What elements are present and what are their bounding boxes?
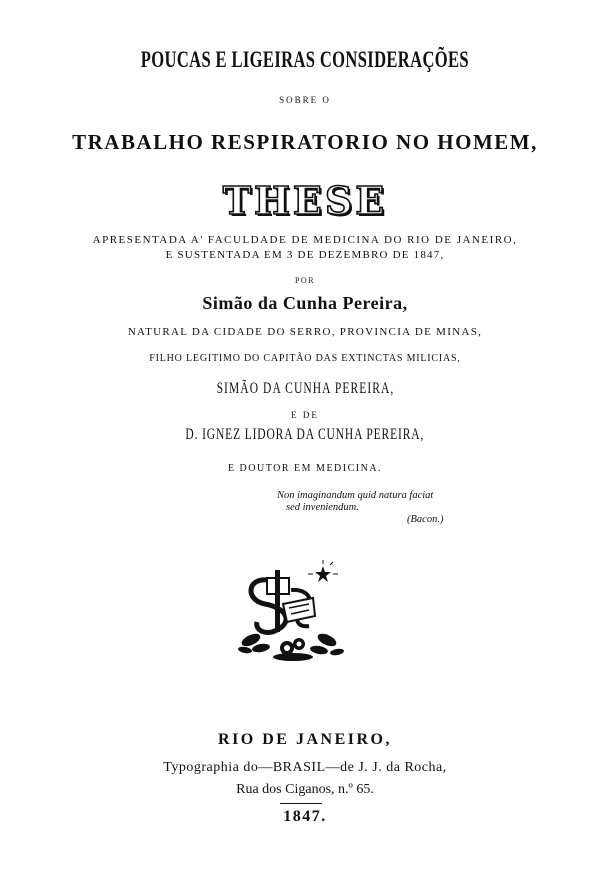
imprint-city: RIO DE JANEIRO, — [218, 731, 392, 748]
epigraph-line-1: Non imaginandum quid natura faciat — [277, 490, 434, 501]
short-rule — [280, 803, 322, 804]
e-de-line: E DE — [291, 410, 319, 420]
caduceus-vignette-icon — [237, 560, 349, 664]
imprint-address: Rua dos Ciganos, n.º 65. — [236, 782, 374, 797]
father-name-text: SIMÃO DA CUNHA PEREIRA, — [216, 380, 394, 397]
epigraph — [277, 490, 444, 525]
title-line-1-text: POUCAS E LIGEIRAS CONSIDERAÇÕES — [140, 47, 470, 72]
mother-name — [0, 426, 610, 444]
presented-line-1: APRESENTADA A' FACULDADE DE MEDICINA DO RIO DE JANEIRO, — [92, 234, 518, 246]
epigraph-attribution: (Bacon.) — [407, 514, 444, 525]
mother-name-text: D. IGNEZ LIDORA DA CUNHA PEREIRA, — [185, 426, 425, 443]
title-line-1 — [0, 47, 610, 73]
doutor-line: E DOUTOR EM MEDICINA. — [227, 463, 383, 474]
these-word: THESE — [222, 178, 388, 223]
birthplace-line: NATURAL DA CIDADE DO SERRO, PROVINCIA DE MINAS, — [127, 326, 483, 338]
presented-line-2: E SUSTENTADA EM 3 DE DEZEMBRO DE 1847, — [165, 249, 445, 261]
imprint-year: 1847. — [283, 808, 327, 825]
imprint-printer: Typographia do—BRASIL—de J. J. da Rocha, — [163, 760, 447, 775]
author-name: Simão da Cunha Pereira, — [202, 293, 408, 313]
title-line-2: TRABALHO RESPIRATORIO NO HOMEM, — [72, 130, 538, 154]
epigraph-line-2: sed inveniendum. — [286, 502, 359, 513]
these-heading — [0, 178, 610, 223]
por-line: POR — [294, 276, 316, 285]
sobre-line: SOBRE O — [279, 95, 331, 105]
filho-line: FILHO LEGITIMO DO CAPITÃO DAS EXTINCTAS MILICIAS, — [149, 353, 461, 364]
father-name — [0, 380, 610, 398]
